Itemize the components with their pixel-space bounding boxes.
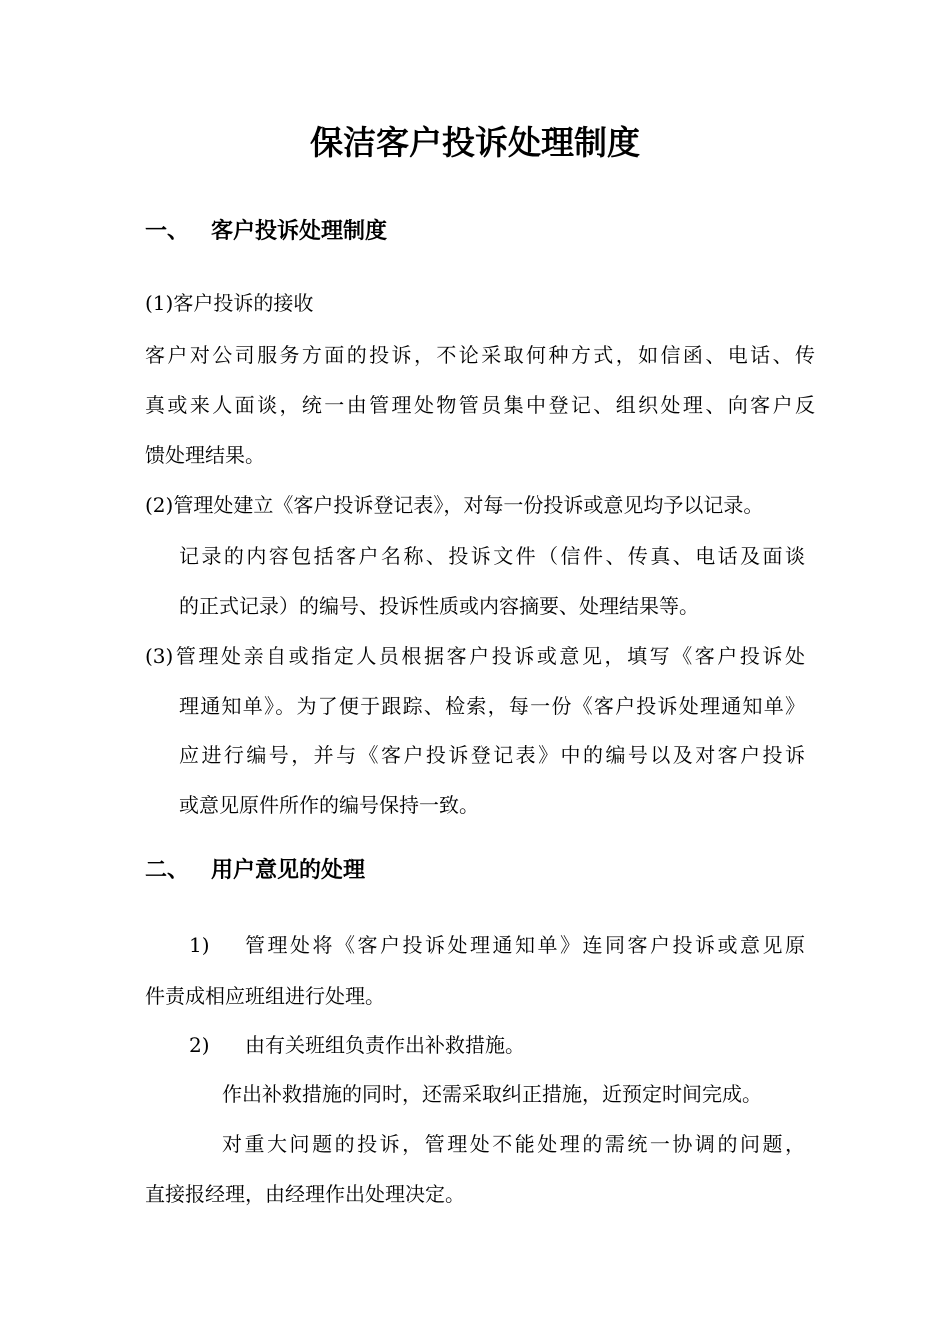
item-3-line: 或意见原件所作的编号保持一致。 xyxy=(179,793,479,817)
item-1-para-line: 真或来人面谈，统一由管理处物管员集中登记、组织处理、向客户反 xyxy=(145,393,815,417)
item-3-line: (3)管理处亲自或指定人员根据客户投诉或意见，填写《客户投诉处 xyxy=(145,644,805,668)
section-2-title: 用户意见的处理 xyxy=(211,857,366,883)
item-3-line: 应进行编号，并与《客户投诉登记表》中的编号以及对客户投诉 xyxy=(179,743,805,767)
item-1-label: (1)客户投诉的接收 xyxy=(145,291,314,315)
section-2-heading xyxy=(0,857,950,887)
document-title: 保洁客户投诉处理制度 xyxy=(310,123,640,162)
item-1-para-line: 客户对公司服务方面的投诉，不论采取何种方式，如信函、电话、传 xyxy=(145,343,815,367)
item-2-line: 的正式记录）的编号、投诉性质或内容摘要、处理结果等。 xyxy=(179,594,699,618)
step-1-number: 1) xyxy=(189,933,210,957)
step-1-continuation: 件责成相应班组进行处理。 xyxy=(145,984,385,1008)
step-2-number: 2) xyxy=(189,1033,210,1057)
paragraph-remedial-measures: 作出补救措施的同时，还需采取纠正措施，近预定时间完成。 xyxy=(222,1082,762,1106)
step-1-text: 管理处将《客户投诉处理通知单》连同客户投诉或意见原 xyxy=(245,933,805,957)
section-2-number: 二、 xyxy=(145,857,190,883)
paragraph-major-issues-line: 对重大问题的投诉，管理处不能处理的需统一协调的问题， xyxy=(222,1132,805,1156)
section-1-heading xyxy=(0,218,950,248)
item-1-para-line: 馈处理结果。 xyxy=(145,443,265,467)
section-1-title: 客户投诉处理制度 xyxy=(211,218,388,244)
item-2-line: (2)管理处建立《客户投诉登记表》，对每一份投诉或意见均予以记录。 xyxy=(145,493,764,517)
step-2-text: 由有关班组负责作出补救措施。 xyxy=(245,1033,525,1057)
item-2-line: 记录的内容包括客户名称、投诉文件（信件、传真、电话及面谈 xyxy=(179,544,805,568)
paragraph-major-issues-line: 直接报经理，由经理作出处理决定。 xyxy=(145,1182,465,1206)
item-3-line: 理通知单》。为了便于跟踪、检索，每一份《客户投诉处理通知单》 xyxy=(179,694,805,718)
section-1-number: 一、 xyxy=(145,218,190,244)
